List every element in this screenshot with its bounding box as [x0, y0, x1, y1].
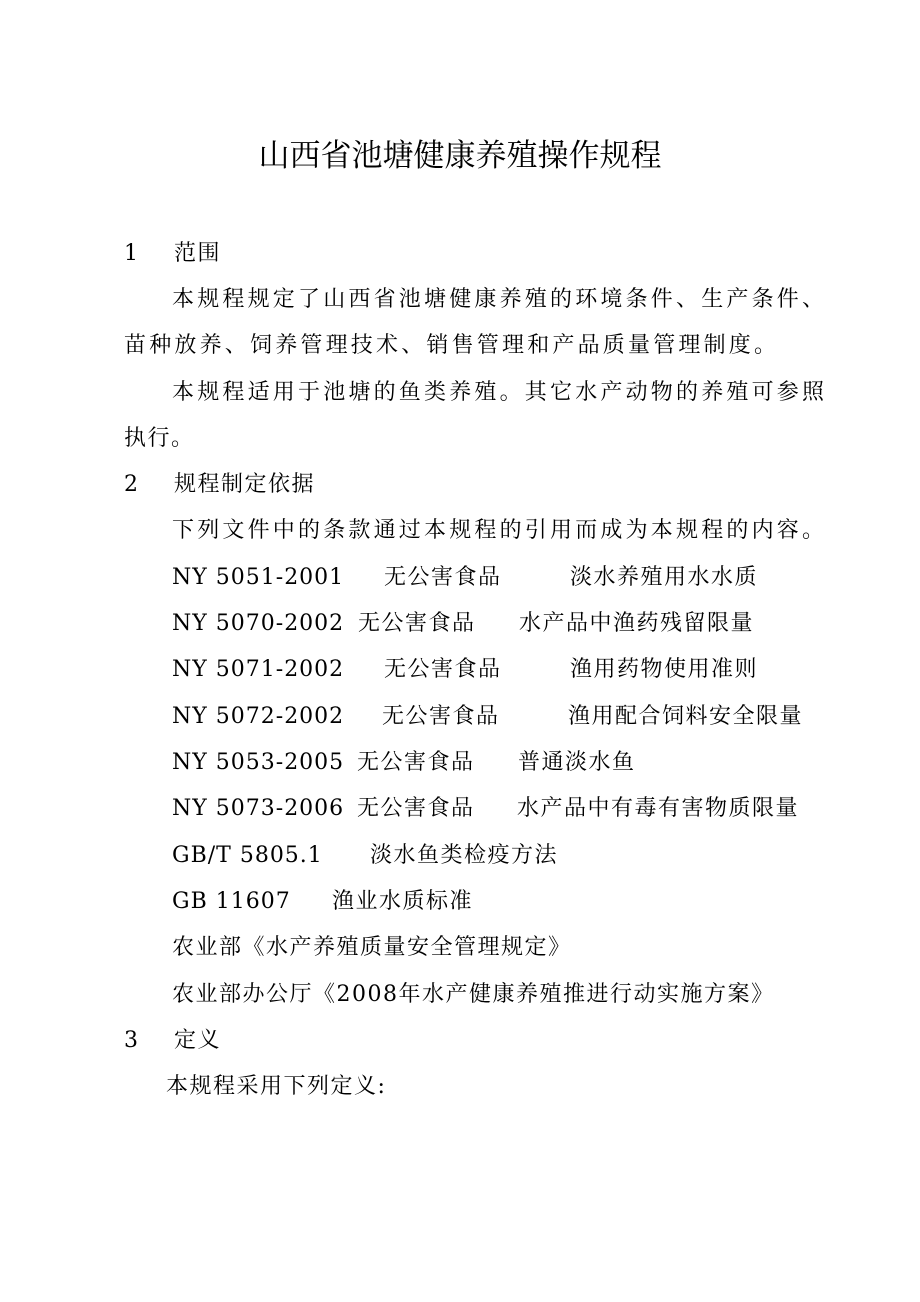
section-number: 1 — [124, 241, 140, 266]
standard-category: 无公害食品 — [384, 657, 502, 682]
standard-name: 普通淡水鱼 — [518, 750, 636, 775]
standard-code: GB/T 5805.1 — [172, 843, 323, 868]
standard-category: 无公害食品 — [357, 750, 475, 775]
paragraph-line: 执行。 — [124, 426, 195, 451]
standard-name: 水产品中有毒有害物质限量 — [517, 796, 800, 821]
section-number: 2 — [124, 472, 140, 497]
section-title: 范围 — [174, 241, 222, 266]
regulation-reference: 农业部办公厅《2008年水产健康养殖推进行动实施方案》 — [172, 982, 775, 1007]
paragraph-line: 下列文件中的条款通过本规程的引用而成为本规程的内容。 — [172, 518, 828, 543]
standard-code: NY 5072-2002 — [172, 704, 345, 729]
section-number: 3 — [124, 1028, 140, 1053]
section-title: 定义 — [174, 1028, 222, 1053]
standard-code: NY 5071-2002 — [172, 657, 345, 682]
standard-category: 无公害食品 — [384, 565, 502, 590]
paragraph-line: 本规程采用下列定义: — [166, 1074, 387, 1099]
standard-category: 无公害食品 — [358, 611, 476, 636]
paragraph-line: 本规程适用于池塘的鱼类养殖。其它水产动物的养殖可参照 — [172, 380, 828, 405]
section-3-heading — [124, 1026, 221, 1056]
section-1-heading — [124, 239, 221, 269]
paragraph-line: 本规程规定了山西省池塘健康养殖的环境条件、生产条件、 — [172, 287, 828, 312]
standard-name: 淡水养殖用水水质 — [570, 565, 759, 590]
regulation-reference: 农业部《水产养殖质量安全管理规定》 — [172, 935, 572, 960]
standard-code: NY 5051-2001 — [172, 565, 345, 590]
standard-category: 无公害食品 — [357, 796, 475, 821]
standard-code: GB 11607 — [172, 889, 291, 914]
standard-name: 淡水鱼类检疫方法 — [370, 843, 559, 868]
standard-code: NY 5053-2005 — [172, 750, 345, 775]
document-title: 山西省池塘健康养殖操作规程 — [258, 138, 662, 174]
standard-name: 渔用配合饲料安全限量 — [568, 704, 804, 729]
standard-name: 渔业水质标准 — [332, 889, 474, 914]
standard-category: 无公害食品 — [382, 704, 500, 729]
standard-code: NY 5070-2002 — [172, 611, 345, 636]
standard-name: 水产品中渔药残留限量 — [519, 611, 755, 636]
standard-code: NY 5073-2006 — [172, 796, 345, 821]
paragraph-line: 苗种放养、饲养管理技术、销售管理和产品质量管理制度。 — [124, 333, 780, 358]
section-title: 规程制定依据 — [174, 472, 316, 497]
standard-name: 渔用药物使用准则 — [570, 657, 759, 682]
section-2-heading — [124, 470, 315, 500]
